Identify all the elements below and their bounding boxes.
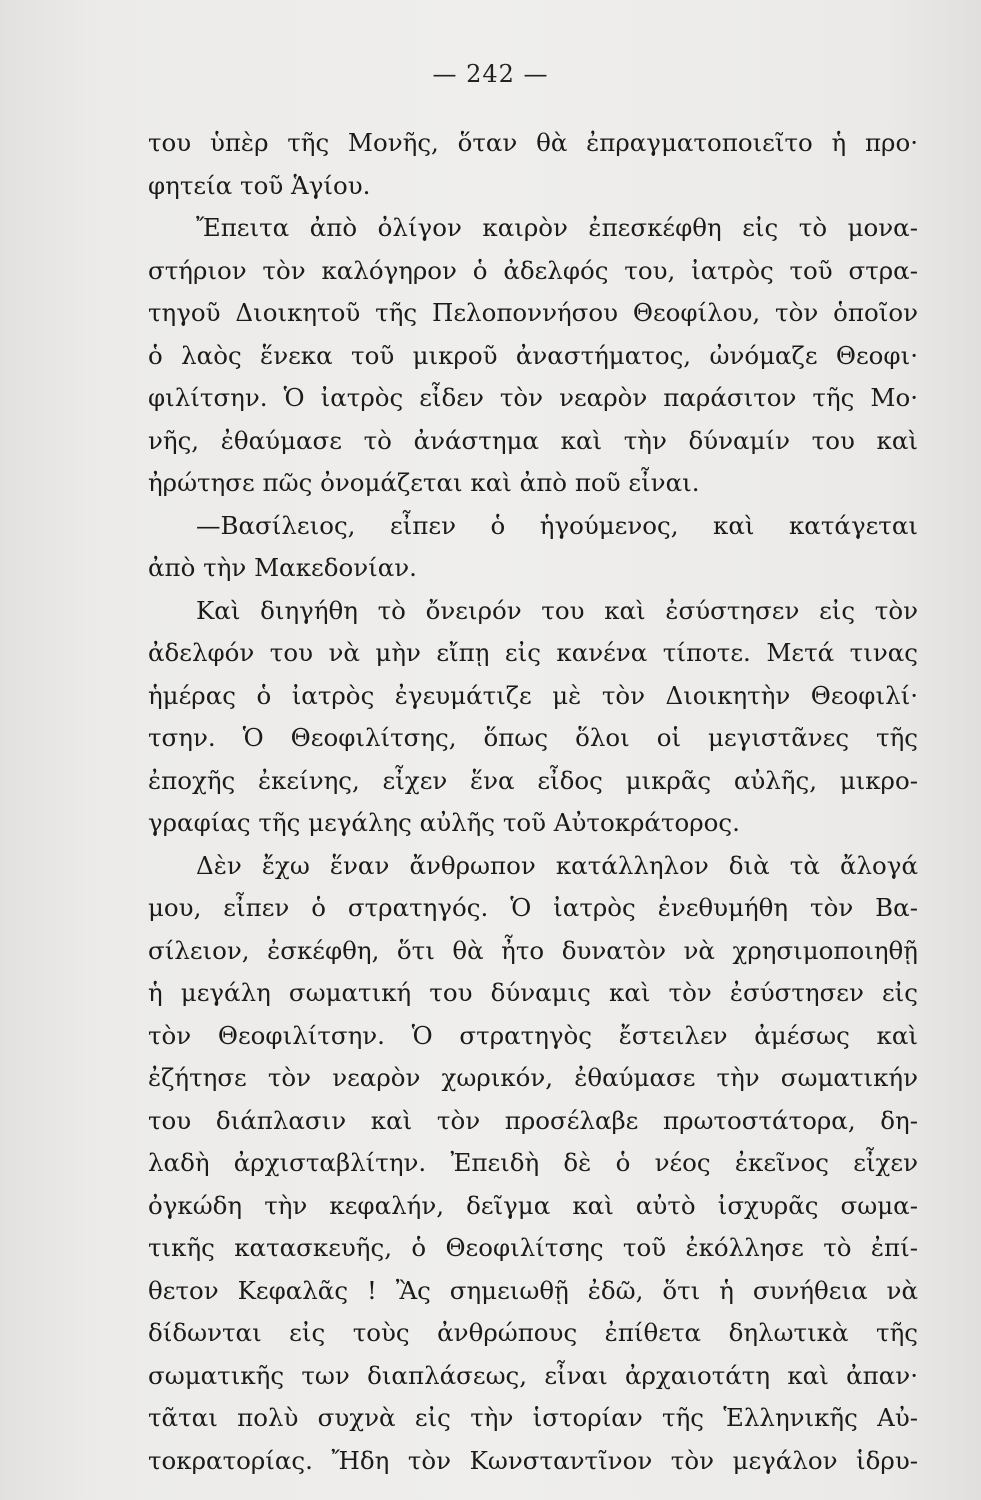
- text-line: ὀγκώδη τὴν κεφαλήν, δεῖγμα καὶ αὐτὸ ἰσχυρᾶς σωμα-: [148, 1190, 918, 1220]
- text-line: του ὑπὲρ τῆς Μονῆς, ὅταν θὰ ἐπραγματοποιεῖτο ἡ προ·: [148, 128, 918, 157]
- page-number: — 242 —: [432, 60, 549, 88]
- text-line: φιλίτσην. Ὁ ἰατρὸς εἶδεν τὸν νεαρὸν παράσιτον τῆς Μο·: [148, 383, 918, 412]
- text-line: τσην. Ὁ Θεοφιλίτσης, ὅπως ὅλοι οἱ μεγιστᾶνες τῆς: [148, 723, 918, 752]
- text-line: ἀδελφόν του νὰ μὴν εἴπῃ εἰς κανένα τίποτε. Μετά τινας: [148, 638, 918, 667]
- text-line: δίδωνται εἰς τοὺς ἀνθρώπους ἐπίθετα δηλωτικὰ τῆς: [148, 1318, 918, 1347]
- text-line: ἐποχῆς ἐκείνης, εἶχεν ἕνα εἶδος μικρᾶς αὐλῆς, μικρο-: [148, 765, 918, 795]
- text-line: λαδὴ ἀρχισταβλίτην. Ἐπειδὴ δὲ ὁ νέος ἐκεῖνος εἶχεν: [148, 1148, 918, 1177]
- text-line: του διάπλασιν καὶ τὸν προσέλαβε πρωτοστάτορα, δη-: [148, 1105, 918, 1135]
- text-line: τᾶται πολὺ συχνὰ εἰς τὴν ἱστορίαν τῆς Ἑλληνικῆς Αὐ-: [148, 1403, 918, 1432]
- text-line: τηγοῦ Διοικητοῦ τῆς Πελοποννήσου Θεοφίλου, τὸν ὁποῖον: [148, 298, 918, 327]
- text-line: σίλειον, ἐσκέφθη, ὅτι θὰ ἦτο δυνατὸν νὰ χρησιμοποιηθῇ: [148, 935, 918, 965]
- text-line: —Βασίλειος, εἶπεν ὁ ἡγούμενος, καὶ κατάγεται: [196, 510, 918, 540]
- text-line: νῆς, ἐθαύμασε τὸ ἀνάστημα καὶ τὴν δύναμίν του καὶ: [148, 425, 918, 455]
- body-text: [148, 122, 918, 1482]
- text-line: θετον Κεφαλᾶς ! Ἂς σημειωθῇ ἐδῶ, ὅτι ἡ συνήθεια νὰ: [148, 1275, 918, 1305]
- text-line: ἠρώτησε πῶς ὀνομάζεται καὶ ἀπὸ ποῦ εἶναι.: [148, 468, 700, 497]
- text-line: τοκρατορίας. Ἤδη τὸν Κωνσταντῖνον τὸν μεγάλον ἱδρυ-: [148, 1445, 918, 1475]
- text-line: Καὶ διηγήθη τὸ ὄνειρόν του καὶ ἐσύστησεν εἰς τὸν: [196, 595, 918, 625]
- text-line: ὁ λαὸς ἕνεκα τοῦ μικροῦ ἀναστήματος, ὠνόμαζε Θεοφι·: [148, 340, 918, 370]
- text-line: σωματικῆς των διαπλάσεως, εἶναι ἀρχαιοτάτη καὶ ἀπαν·: [148, 1360, 918, 1390]
- text-line: τικῆς κατασκευῆς, ὁ Θεοφιλίτσης τοῦ ἐκόλλησε τὸ ἐπί-: [148, 1233, 918, 1262]
- text-line: Δὲν ἔχω ἕναν ἄνθρωπον κατάλληλον διὰ τὰ ἄλογά: [196, 850, 918, 880]
- text-line: ἐζήτησε τὸν νεαρὸν χωρικόν, ἐθαύμασε τὴν σωματικήν: [148, 1063, 918, 1092]
- text-line: ἀπὸ τὴν Μακεδονίαν.: [148, 553, 417, 582]
- text-line: γραφίας τῆς μεγάλης αὐλῆς τοῦ Αὐτοκράτορος.: [148, 808, 740, 837]
- text-line: Ἔπειτα ἀπὸ ὀλίγον καιρὸν ἐπεσκέφθη εἰς τὸ μονα-: [196, 213, 918, 242]
- text-line: τὸν Θεοφιλίτσην. Ὁ στρατηγὸς ἔστειλεν ἀμέσως καὶ: [148, 1020, 918, 1050]
- text-line: στήριον τὸν καλόγηρον ὁ ἀδελφός του, ἰατρὸς τοῦ στρα-: [148, 255, 918, 285]
- text-line: ἡ μεγάλη σωματική του δύναμις καὶ τὸν ἐσύστησεν εἰς: [148, 978, 918, 1007]
- text-line: ἡμέρας ὁ ἰατρὸς ἐγευμάτιζε μὲ τὸν Διοικητὴν Θεοφιλί·: [148, 680, 918, 710]
- text-line: μου, εἶπεν ὁ στρατηγός. Ὁ ἰατρὸς ἐνεθυμήθη τὸν Βα-: [148, 893, 918, 922]
- text-line: φητεία τοῦ Ἁγίου.: [148, 170, 371, 200]
